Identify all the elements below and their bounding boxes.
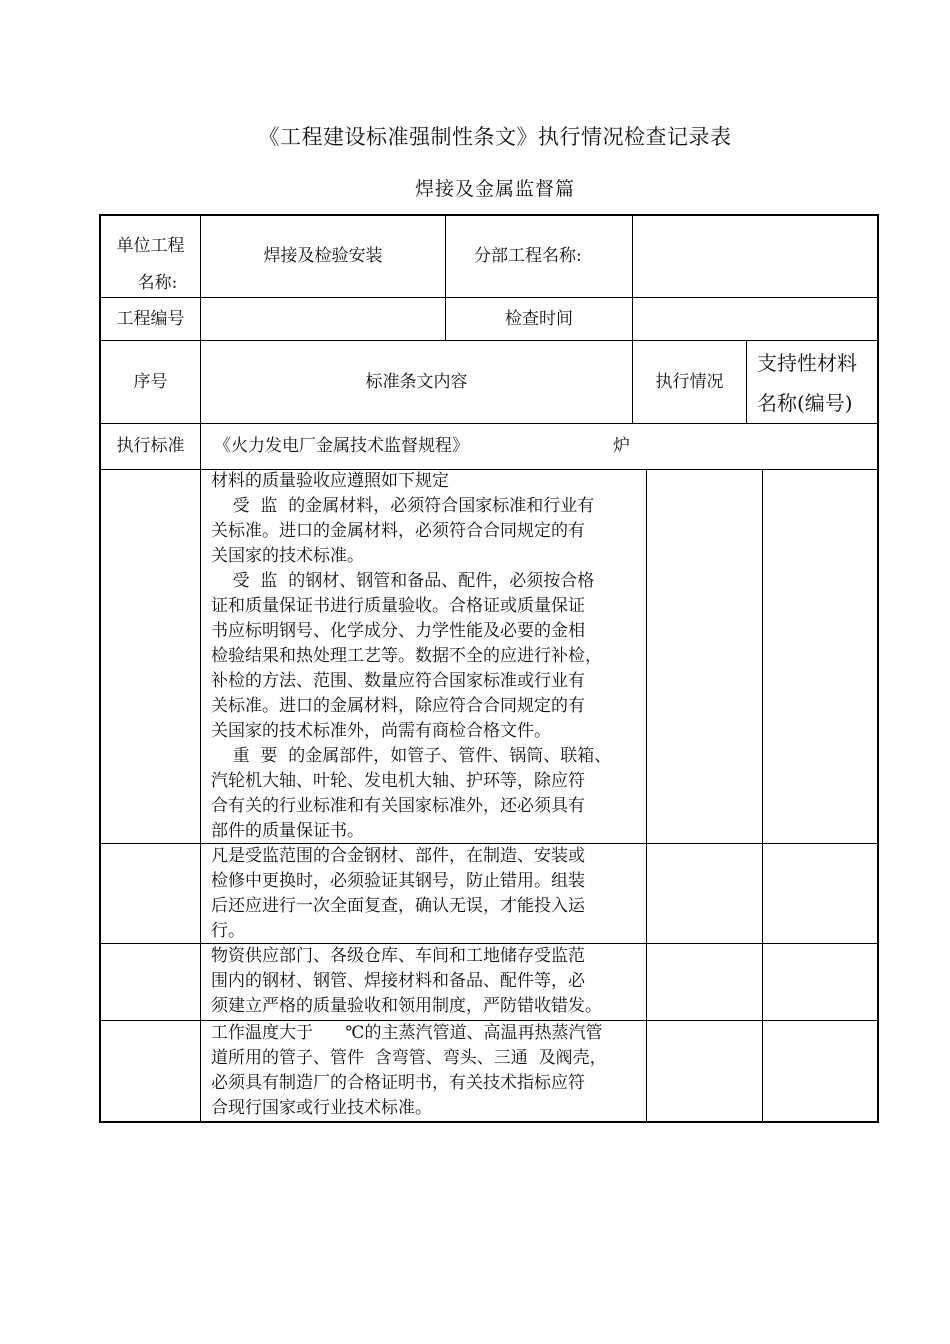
clause-line: 检修中更换时，必须验证其钢号，防止错用。组装 bbox=[211, 871, 585, 891]
clause-line: 补检的方法、范围、数量应符合国家标准或行业有 bbox=[211, 671, 585, 691]
clause-line: 围内的钢材、钢管、焊接材料和备品、配件等，必 bbox=[211, 971, 585, 991]
standard-label: 执行标准 bbox=[116, 436, 185, 457]
clause-line: 工作温度大于 ℃的主蒸汽管道、高温再热蒸汽管 bbox=[211, 1023, 603, 1043]
clause-row-3 bbox=[211, 944, 647, 1019]
clause-line: 检验结果和热处理工艺等。数据不全的应进行补检， bbox=[211, 646, 602, 666]
clause-line: 须建立严格的质量验收和领用制度，严防错收错发。 bbox=[211, 996, 602, 1016]
clause-line: 关国家的技术标准。 bbox=[211, 546, 364, 566]
project-code-label: 工程编号 bbox=[116, 308, 185, 329]
clause-line: 合有关的行业标准和有关国家标准外，还必须具有 bbox=[211, 796, 585, 816]
clause-line: 受 监 的钢材、钢管和备品、配件，必须按合格 bbox=[211, 571, 595, 591]
page-title: 《工程建设标准强制性条文》执行情况检查记录表 bbox=[258, 125, 732, 149]
clause-line: 合现行国家或行业技术标准。 bbox=[211, 1098, 432, 1118]
page-subtitle: 焊接及金属监督篇 bbox=[414, 178, 575, 200]
sub-project-value bbox=[633, 216, 877, 297]
clause-line: 后还应进行一次全面复查，确认无误，才能投入运 bbox=[211, 896, 585, 916]
clause-line: 汽轮机大轴、叶轮、发电机大轴、护环等，除应符 bbox=[211, 771, 585, 791]
clause-line: 行。 bbox=[211, 921, 245, 941]
clause-line: 关标准。进口的金属材料，必须符合合同规定的有 bbox=[211, 521, 585, 541]
clause-row-2 bbox=[211, 844, 647, 944]
clause-line: 部件的质量保证书。 bbox=[211, 821, 364, 841]
col-header-support bbox=[747, 341, 877, 423]
clause-line: 材料的质量验收应遵照如下规定 bbox=[211, 471, 449, 491]
clause-line: 物资供应部门、各级仓库、车间和工地储存受监范 bbox=[211, 946, 585, 966]
clause-line: 证和质量保证书进行质量验收。合格证或质量保证 bbox=[211, 596, 585, 616]
clause-row-1 bbox=[211, 469, 647, 844]
check-time-value bbox=[633, 298, 877, 340]
col-header-support-line2: 名称(编号) bbox=[757, 391, 853, 415]
unit-name-value: 焊接及检验安装 bbox=[263, 246, 383, 267]
sub-project-label: 分部工程名称: bbox=[474, 246, 582, 267]
clause-row-4 bbox=[211, 1021, 647, 1121]
clause-line: 道所用的管子、管件 含弯管、弯头、三通 及阀壳， bbox=[211, 1048, 607, 1068]
unit-name-label bbox=[101, 216, 200, 297]
col-header-status: 执行情况 bbox=[655, 371, 724, 392]
col-header-seq: 序号 bbox=[133, 371, 168, 392]
clause-line: 关标准。进口的金属材料，除应符合合同规定的有 bbox=[211, 696, 585, 716]
clause-line: 必须具有制造厂的合格证明书，有关技术指标应符 bbox=[211, 1073, 585, 1093]
col-header-support-line1: 支持性材料 bbox=[757, 351, 857, 375]
unit-name-label-line1: 单位工程 bbox=[116, 236, 185, 256]
clause-line: 重 要 的金属部件，如管子、管件、锅筒、联箱、 bbox=[211, 746, 612, 766]
clause-line: 关国家的技术标准外，尚需有商检合格文件。 bbox=[211, 721, 551, 741]
clause-line: 凡是受监范围的合金钢材、部件，在制造、安装或 bbox=[211, 846, 585, 866]
clause-line: 受 监 的金属材料，必须符合国家标准和行业有 bbox=[211, 496, 595, 516]
clause-line: 书应标明钢号、化学成分、力学性能及必要的金相 bbox=[211, 621, 585, 641]
unit-name-label-line2: 名称: bbox=[137, 273, 178, 293]
standard-tail: 炉 bbox=[613, 436, 630, 456]
standard-value: 《火力发电厂金属技术监督规程》 bbox=[214, 436, 469, 456]
col-header-content: 标准条文内容 bbox=[365, 371, 468, 392]
check-time-label: 检查时间 bbox=[505, 308, 573, 329]
project-code-value bbox=[201, 298, 445, 340]
